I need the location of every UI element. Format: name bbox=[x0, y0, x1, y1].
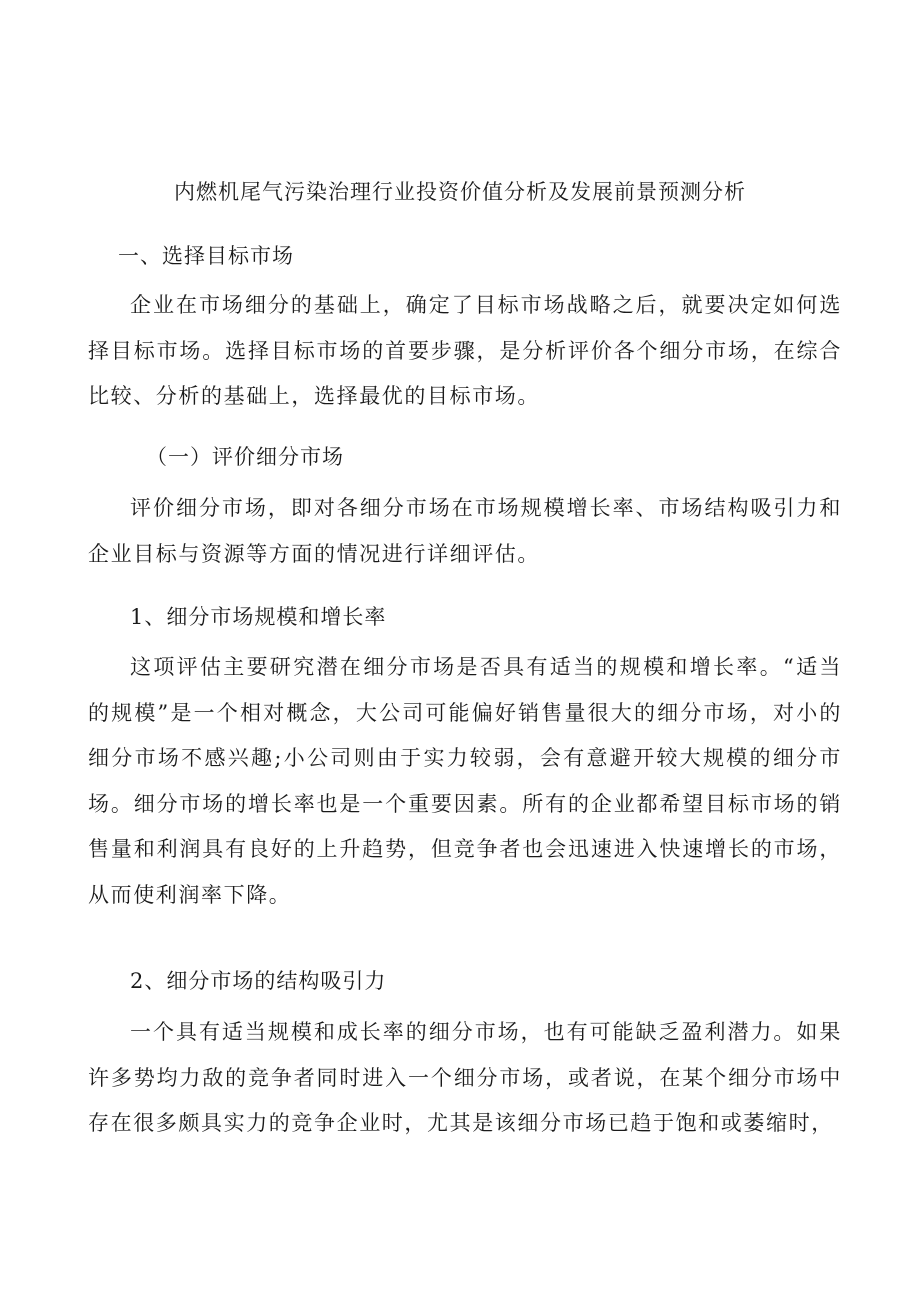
item-paragraph-structural-attractiveness: 一个具有适当规模和成长率的细分市场，也有可能缺乏盈利潜力。如果许多势均力敌的竞争者同时进入一个细分市场，或者说，在某个细分市场中存在很多颇具实力的竞争企业时，尤其是该细分市场已趋于饱和或萎缩时， bbox=[88, 1020, 842, 1135]
item-heading-scale-growth: 1、细分市场规模和增长率 bbox=[130, 605, 387, 629]
section-paragraph-select-target-market: 企业在市场细分的基础上，确定了目标市场战略之后，就要决定如何选择目标市场。选择目标市场的首要步骤，是分析评价各个细分市场，在综合比较、分析的基础上，选择最优的目标市场。 bbox=[88, 293, 842, 408]
subsection-heading-evaluate-segments: （一）评价细分市场 bbox=[146, 445, 344, 469]
subsection-paragraph-evaluate-segments: 评价细分市场，即对各细分市场在市场规模增长率、市场结构吸引力和企业目标与资源等方面的情况进行详细评估。 bbox=[88, 496, 842, 566]
document-title: 内燃机尾气污染治理行业投资价值分析及发展前景预测分析 bbox=[174, 180, 746, 204]
section-heading-select-target-market: 一、选择目标市场 bbox=[118, 244, 294, 268]
item-paragraph-scale-growth: 这项评估主要研究潜在细分市场是否具有适当的规模和增长率。“适当的规模”是一个相对概念，大公司可能偏好销售量很大的细分市场，对小的细分市场不感兴趣;小公司则由于实力较弱，会有意避开较大规模的细分市场。细分市场的增长率也是一个重要因素。所有的企业都希望目标市场的销售量和利润具有良好的上升趋势，但竞争者也会迅速进入快速增长的市场，从而使利润率下降。 bbox=[88, 655, 842, 907]
item-heading-structural-attractiveness: 2、细分市场的结构吸引力 bbox=[130, 969, 387, 993]
